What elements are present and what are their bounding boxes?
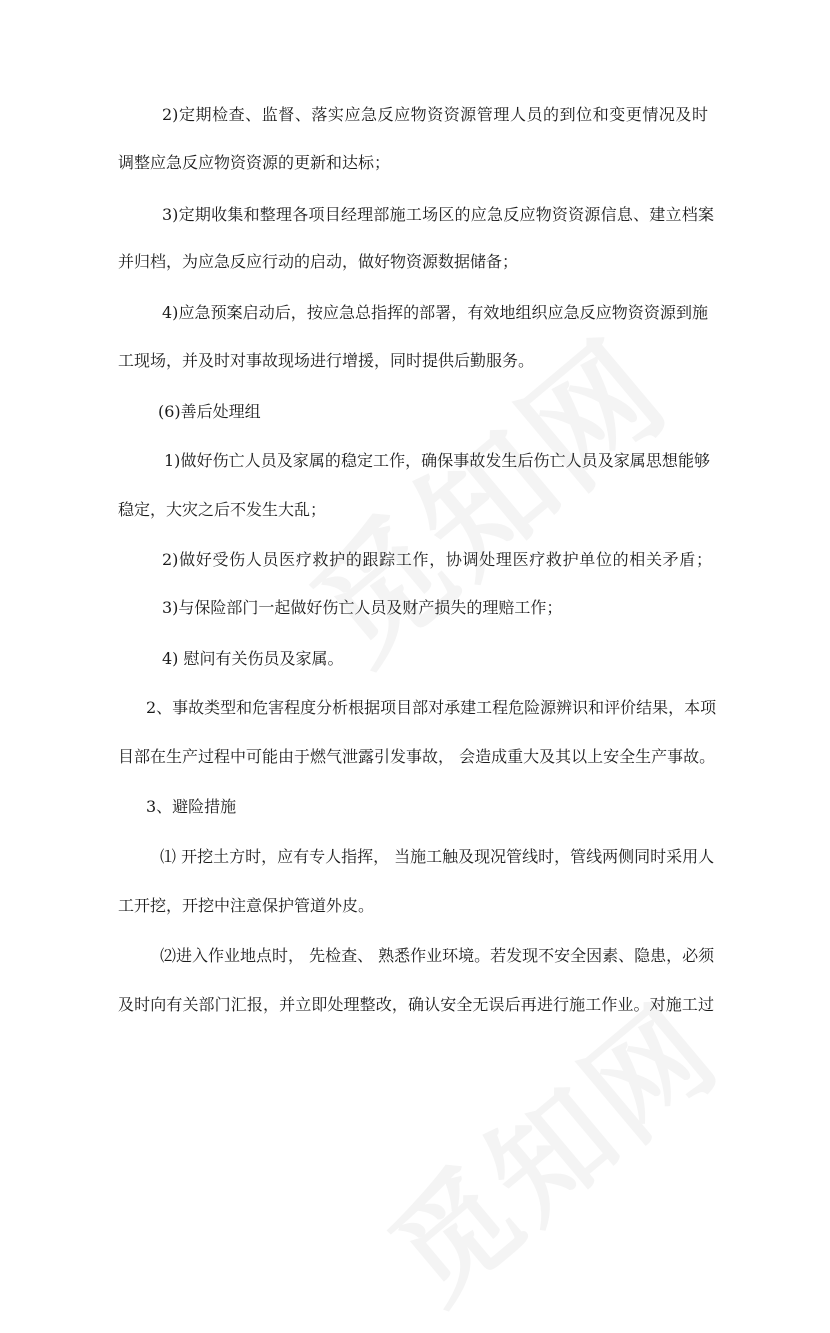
paragraph-line: 并归档，为应急反应行动的启动，做好物资源数据储备； (118, 252, 519, 271)
paragraph-line: 工开挖，开挖中注意保护管道外皮。 (118, 896, 375, 915)
paragraph-line: 工现场，并及时对事故现场进行增援，同时提供后勤服务。 (118, 351, 535, 370)
paragraph-line: 目部在生产过程中可能由于燃气泄露引发事故， 会造成重大及其以上安全生产事故。 (118, 747, 716, 766)
paragraph-line: 4) 慰问有关伤员及家属。 (162, 649, 344, 668)
paragraph-line: 2、事故类型和危害程度分析根据项目部对承建工程危险源辨识和评价结果，本项 (146, 698, 717, 717)
paragraph-line: 3)定期收集和整理各项目经理部施工场区的应急反应物资资源信息、建立档案 (162, 205, 714, 224)
paragraph-line: 2)定期检查、监督、落实应急反应物资资源管理人员的到位和变更情况及时 (162, 105, 708, 124)
paragraph-line: 调整应急反应物资资源的更新和达标； (118, 153, 391, 172)
paragraph-line: ⑵进入作业地点时， 先检查、 熟悉作业环境。若发现不安全因素、隐患，必须 (160, 946, 715, 965)
paragraph-line: 稳定，大灾之后不发生大乱； (118, 500, 327, 519)
paragraph-line: 3)与保险部门一起做好伤亡人员及财产损失的理赔工作； (162, 598, 563, 617)
paragraph-line: 2)做好受伤人员医疗救护的跟踪工作，协调处理医疗救护单位的相关矛盾； (162, 550, 712, 569)
paragraph-line: 及时向有关部门汇报，并立即处理整改，确认安全无误后再进行施工作业。对施工过 (118, 995, 714, 1014)
section-heading: (6)善后处理组 (158, 402, 261, 421)
paragraph-line: 4)应急预案启动后，按应急总指挥的部署，有效地组织应急反应物资资源到施 (162, 303, 708, 322)
section-heading: 3、避险措施 (146, 797, 237, 816)
paragraph-line: ⑴ 开挖土方时，应有专人指挥， 当施工触及现况管线时，管线两侧同时采用人 (160, 847, 715, 866)
paragraph-line: 1)做好伤亡人员及家属的稳定工作，确保事故发生后伤亡人员及家属思想能够 (164, 451, 710, 470)
